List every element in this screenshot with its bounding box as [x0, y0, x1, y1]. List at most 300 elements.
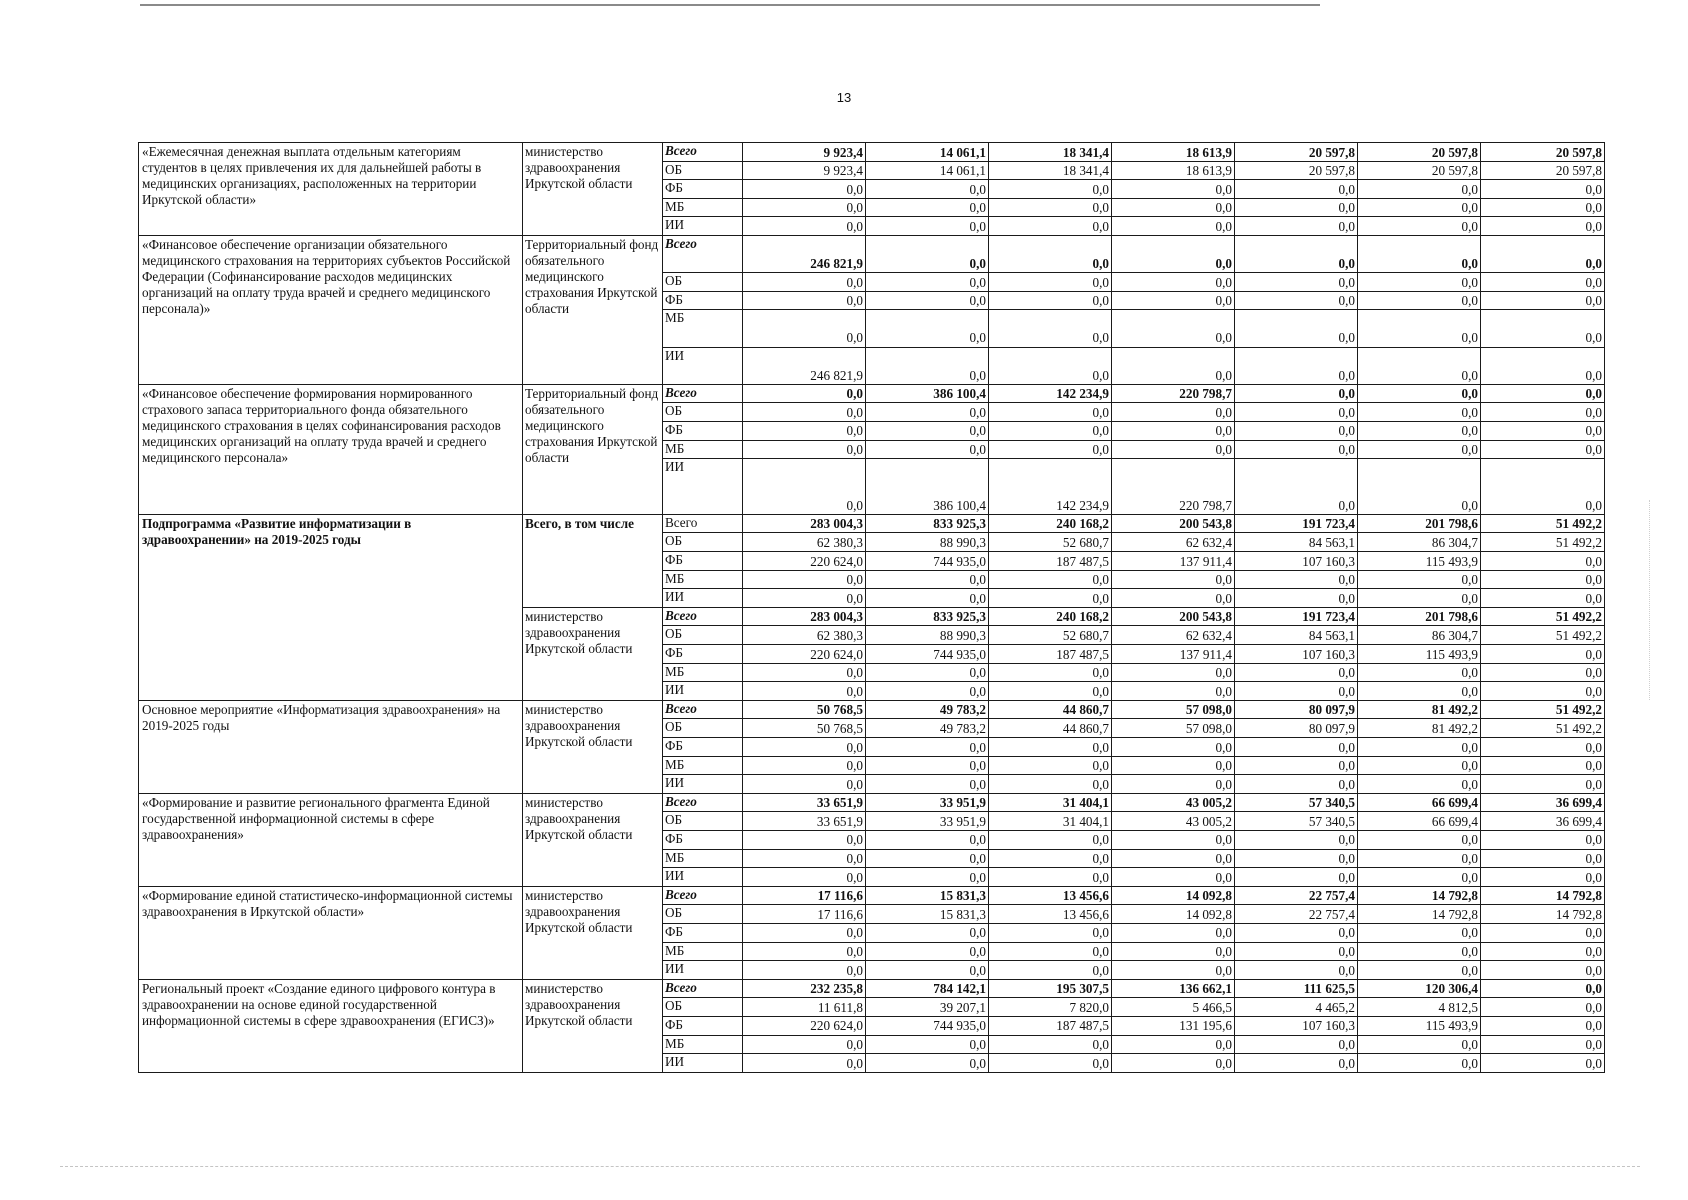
amount-cell: 14 792,8 — [1481, 905, 1605, 924]
responsible-executor: министерство здравоохранения Иркутской области — [523, 143, 663, 236]
table-body — [139, 143, 1605, 1073]
amount-cell: 15 831,3 — [866, 886, 989, 905]
funding-source: ОБ — [663, 626, 743, 645]
amount-cell: 36 699,4 — [1481, 793, 1605, 812]
amount-cell: 220 798,7 — [1112, 384, 1235, 403]
amount-cell: 14 092,8 — [1112, 886, 1235, 905]
measure-description: «Ежемесячная денежная выплата отдельным категориям студентов в целях привлечения их для дальнейшей работы в медицинских организациях, расположенных на территории Иркутской области» — [139, 143, 523, 236]
amount-cell: 0,0 — [989, 849, 1112, 868]
amount-cell: 142 234,9 — [989, 384, 1112, 403]
amount-cell: 9 923,4 — [743, 143, 866, 162]
amount-cell: 115 493,9 — [1358, 552, 1481, 571]
amount-cell: 0,0 — [1235, 1035, 1358, 1054]
amount-cell: 0,0 — [1235, 403, 1358, 422]
amount-cell: 0,0 — [1481, 663, 1605, 682]
amount-cell: 0,0 — [743, 849, 866, 868]
amount-cell: 0,0 — [1235, 421, 1358, 440]
amount-cell: 115 493,9 — [1358, 1016, 1481, 1035]
amount-cell: 0,0 — [1481, 440, 1605, 459]
amount-cell: 0,0 — [1481, 1054, 1605, 1073]
amount-cell: 62 380,3 — [743, 533, 866, 552]
amount-cell: 142 234,9 — [989, 459, 1112, 515]
amount-cell: 0,0 — [1358, 961, 1481, 980]
amount-cell: 0,0 — [1235, 291, 1358, 310]
funding-source: МБ — [663, 570, 743, 589]
amount-cell: 0,0 — [866, 849, 989, 868]
amount-cell: 0,0 — [1358, 310, 1481, 347]
amount-cell: 0,0 — [1112, 923, 1235, 942]
amount-cell: 14 792,8 — [1358, 886, 1481, 905]
amount-cell: 744 935,0 — [866, 1016, 989, 1035]
amount-cell: 0,0 — [1481, 756, 1605, 775]
amount-cell: 0,0 — [1358, 384, 1481, 403]
amount-cell: 0,0 — [866, 868, 989, 887]
table-row — [139, 384, 1605, 403]
funding-source: МБ — [663, 310, 743, 347]
amount-cell: 0,0 — [866, 570, 989, 589]
funding-source: МБ — [663, 849, 743, 868]
amount-cell: 7 820,0 — [989, 998, 1112, 1017]
amount-cell: 0,0 — [1112, 682, 1235, 701]
amount-cell: 0,0 — [866, 738, 989, 757]
amount-cell: 66 699,4 — [1358, 793, 1481, 812]
amount-cell: 0,0 — [989, 589, 1112, 608]
funding-source: МБ — [663, 440, 743, 459]
amount-cell: 50 768,5 — [743, 719, 866, 738]
amount-cell: 0,0 — [989, 440, 1112, 459]
amount-cell: 0,0 — [1112, 868, 1235, 887]
amount-cell: 0,0 — [1358, 589, 1481, 608]
table-row — [139, 886, 1605, 905]
amount-cell: 0,0 — [989, 421, 1112, 440]
funding-source: ФБ — [663, 923, 743, 942]
amount-cell: 57 340,5 — [1235, 812, 1358, 831]
amount-cell: 84 563,1 — [1235, 626, 1358, 645]
amount-cell: 0,0 — [866, 775, 989, 794]
amount-cell: 84 563,1 — [1235, 533, 1358, 552]
amount-cell: 0,0 — [1235, 440, 1358, 459]
amount-cell: 0,0 — [1112, 180, 1235, 199]
amount-cell: 43 005,2 — [1112, 793, 1235, 812]
funding-source: МБ — [663, 198, 743, 217]
amount-cell: 0,0 — [1235, 849, 1358, 868]
amount-cell: 0,0 — [989, 663, 1112, 682]
funding-source: ФБ — [663, 830, 743, 849]
amount-cell: 31 404,1 — [989, 812, 1112, 831]
funding-source: ФБ — [663, 291, 743, 310]
amount-cell: 86 304,7 — [1358, 533, 1481, 552]
amount-cell: 0,0 — [743, 589, 866, 608]
amount-cell: 0,0 — [1112, 738, 1235, 757]
amount-cell: 5 466,5 — [1112, 998, 1235, 1017]
top-rule — [140, 4, 1320, 6]
funding-source: ИИ — [663, 868, 743, 887]
amount-cell: 0,0 — [1358, 849, 1481, 868]
amount-cell: 14 092,8 — [1112, 905, 1235, 924]
amount-cell: 17 116,6 — [743, 905, 866, 924]
amount-cell: 0,0 — [1481, 961, 1605, 980]
amount-cell: 0,0 — [1235, 347, 1358, 384]
funding-source: Всего — [663, 700, 743, 719]
measure-description: «Финансовое обеспечение организации обязательного медицинского страхования на территориях субъектов Российской Федерации (Софинансирование расходов медицинских организаций на оплату труда врачей и среднего медицинского персонала)» — [139, 235, 523, 384]
amount-cell: 0,0 — [743, 273, 866, 292]
funding-source: ОБ — [663, 161, 743, 180]
amount-cell: 0,0 — [1481, 868, 1605, 887]
amount-cell: 0,0 — [1358, 459, 1481, 515]
amount-cell: 0,0 — [1112, 961, 1235, 980]
amount-cell: 283 004,3 — [743, 607, 866, 626]
page-number: 13 — [836, 90, 852, 105]
amount-cell: 0,0 — [1358, 421, 1481, 440]
amount-cell: 33 651,9 — [743, 793, 866, 812]
amount-cell: 0,0 — [1235, 830, 1358, 849]
amount-cell: 0,0 — [743, 775, 866, 794]
amount-cell: 0,0 — [1235, 1054, 1358, 1073]
amount-cell: 0,0 — [1112, 217, 1235, 236]
amount-cell: 0,0 — [1112, 756, 1235, 775]
amount-cell: 0,0 — [1358, 403, 1481, 422]
amount-cell: 0,0 — [743, 384, 866, 403]
amount-cell: 0,0 — [1481, 998, 1605, 1017]
amount-cell: 0,0 — [1358, 942, 1481, 961]
amount-cell: 51 492,2 — [1481, 626, 1605, 645]
amount-cell: 0,0 — [1112, 440, 1235, 459]
amount-cell: 0,0 — [1481, 738, 1605, 757]
amount-cell: 20 597,8 — [1358, 161, 1481, 180]
amount-cell: 240 168,2 — [989, 607, 1112, 626]
amount-cell: 833 925,3 — [866, 607, 989, 626]
amount-cell: 0,0 — [989, 1035, 1112, 1054]
funding-source: ОБ — [663, 533, 743, 552]
amount-cell: 36 699,4 — [1481, 812, 1605, 831]
amount-cell: 0,0 — [989, 403, 1112, 422]
amount-cell: 136 662,1 — [1112, 979, 1235, 998]
amount-cell: 0,0 — [743, 961, 866, 980]
amount-cell: 131 195,6 — [1112, 1016, 1235, 1035]
funding-source: ФБ — [663, 421, 743, 440]
amount-cell: 33 951,9 — [866, 812, 989, 831]
amount-cell: 57 340,5 — [1235, 793, 1358, 812]
footer-scan-noise — [60, 1166, 1640, 1167]
amount-cell: 0,0 — [743, 1054, 866, 1073]
amount-cell: 51 492,2 — [1481, 607, 1605, 626]
funding-source: МБ — [663, 756, 743, 775]
amount-cell: 15 831,3 — [866, 905, 989, 924]
amount-cell: 14 061,1 — [866, 143, 989, 162]
amount-cell: 115 493,9 — [1358, 645, 1481, 664]
amount-cell: 9 923,4 — [743, 161, 866, 180]
table-row — [139, 979, 1605, 998]
amount-cell: 0,0 — [989, 198, 1112, 217]
amount-cell: 0,0 — [1358, 198, 1481, 217]
measure-description: Подпрограмма «Развитие информатизации в здравоохранении» на 2019-2025 годы — [139, 514, 523, 700]
amount-cell: 14 061,1 — [866, 161, 989, 180]
amount-cell: 0,0 — [743, 868, 866, 887]
amount-cell: 0,0 — [1235, 198, 1358, 217]
amount-cell: 0,0 — [1481, 347, 1605, 384]
amount-cell: 86 304,7 — [1358, 626, 1481, 645]
amount-cell: 107 160,3 — [1235, 645, 1358, 664]
funding-source: ИИ — [663, 961, 743, 980]
amount-cell: 0,0 — [743, 663, 866, 682]
amount-cell: 0,0 — [1358, 570, 1481, 589]
amount-cell: 0,0 — [866, 1035, 989, 1054]
amount-cell: 18 613,9 — [1112, 143, 1235, 162]
measure-description: «Формирование и развитие регионального фрагмента Единой государственной информационной системы в сфере здравоохранения» — [139, 793, 523, 886]
amount-cell: 39 207,1 — [866, 998, 989, 1017]
amount-cell: 0,0 — [1358, 347, 1481, 384]
amount-cell: 0,0 — [1112, 421, 1235, 440]
amount-cell: 20 597,8 — [1235, 161, 1358, 180]
amount-cell: 246 821,9 — [743, 347, 866, 384]
amount-cell: 0,0 — [743, 310, 866, 347]
amount-cell: 51 492,2 — [1481, 533, 1605, 552]
amount-cell: 0,0 — [989, 868, 1112, 887]
amount-cell: 0,0 — [989, 570, 1112, 589]
amount-cell: 0,0 — [1235, 942, 1358, 961]
amount-cell: 0,0 — [989, 291, 1112, 310]
margin-scan-noise — [1649, 500, 1670, 700]
amount-cell: 0,0 — [743, 198, 866, 217]
amount-cell: 744 935,0 — [866, 552, 989, 571]
amount-cell: 0,0 — [1481, 291, 1605, 310]
amount-cell: 0,0 — [743, 440, 866, 459]
amount-cell: 0,0 — [1358, 273, 1481, 292]
amount-cell: 0,0 — [1112, 291, 1235, 310]
amount-cell: 0,0 — [1112, 1035, 1235, 1054]
amount-cell: 57 098,0 — [1112, 700, 1235, 719]
amount-cell: 0,0 — [989, 923, 1112, 942]
amount-cell: 0,0 — [1235, 570, 1358, 589]
amount-cell: 0,0 — [1235, 589, 1358, 608]
amount-cell: 22 757,4 — [1235, 905, 1358, 924]
amount-cell: 0,0 — [1235, 217, 1358, 236]
amount-cell: 0,0 — [1481, 830, 1605, 849]
amount-cell: 4 465,2 — [1235, 998, 1358, 1017]
amount-cell: 0,0 — [1112, 775, 1235, 794]
amount-cell: 18 341,4 — [989, 161, 1112, 180]
amount-cell: 18 341,4 — [989, 143, 1112, 162]
amount-cell: 0,0 — [866, 180, 989, 199]
responsible-executor: министерство здравоохранения Иркутской области — [523, 886, 663, 979]
amount-cell: 0,0 — [1235, 235, 1358, 272]
funding-source: МБ — [663, 1035, 743, 1054]
amount-cell: 0,0 — [989, 347, 1112, 384]
amount-cell: 0,0 — [1112, 570, 1235, 589]
amount-cell: 0,0 — [866, 923, 989, 942]
amount-cell: 0,0 — [1235, 923, 1358, 942]
amount-cell: 0,0 — [989, 682, 1112, 701]
amount-cell: 20 597,8 — [1358, 143, 1481, 162]
amount-cell: 17 116,6 — [743, 886, 866, 905]
amount-cell: 0,0 — [1235, 384, 1358, 403]
amount-cell: 0,0 — [1481, 1035, 1605, 1054]
amount-cell: 0,0 — [1112, 663, 1235, 682]
funding-source: ФБ — [663, 180, 743, 199]
amount-cell: 0,0 — [989, 756, 1112, 775]
amount-cell: 0,0 — [743, 682, 866, 701]
amount-cell: 0,0 — [1358, 440, 1481, 459]
amount-cell: 0,0 — [1358, 1035, 1481, 1054]
amount-cell: 0,0 — [1358, 1054, 1481, 1073]
amount-cell: 0,0 — [989, 830, 1112, 849]
amount-cell: 0,0 — [1235, 310, 1358, 347]
responsible-executor: министерство здравоохранения Иркутской области — [523, 793, 663, 886]
funding-source: ОБ — [663, 998, 743, 1017]
amount-cell: 20 597,8 — [1481, 143, 1605, 162]
amount-cell: 220 798,7 — [1112, 459, 1235, 515]
measure-description: Основное мероприятие «Информатизация здравоохранения» на 2019-2025 годы — [139, 700, 523, 793]
table-row — [139, 514, 1605, 533]
amount-cell: 0,0 — [1235, 682, 1358, 701]
amount-cell: 0,0 — [1358, 830, 1481, 849]
amount-cell: 240 168,2 — [989, 514, 1112, 533]
amount-cell: 0,0 — [1481, 552, 1605, 571]
amount-cell: 0,0 — [1235, 775, 1358, 794]
amount-cell: 0,0 — [866, 198, 989, 217]
amount-cell: 0,0 — [866, 682, 989, 701]
amount-cell: 80 097,9 — [1235, 719, 1358, 738]
amount-cell: 191 723,4 — [1235, 607, 1358, 626]
funding-source: ФБ — [663, 1016, 743, 1035]
amount-cell: 11 611,8 — [743, 998, 866, 1017]
amount-cell: 0,0 — [1481, 589, 1605, 608]
amount-cell: 49 783,2 — [866, 700, 989, 719]
measure-description: «Финансовое обеспечение формирования нормированного страхового запаса территориального фонда обязательного медицинского страхования в целях софинансирования расходов медицинских организаций на оплату труда врачей и среднего медицинского персонала» — [139, 384, 523, 514]
amount-cell: 31 404,1 — [989, 793, 1112, 812]
amount-cell: 0,0 — [1235, 961, 1358, 980]
funding-source: ФБ — [663, 738, 743, 757]
funding-source: Всего — [663, 235, 743, 272]
amount-cell: 137 911,4 — [1112, 645, 1235, 664]
amount-cell: 0,0 — [1358, 756, 1481, 775]
responsible-executor: Всего, в том числе — [523, 514, 663, 607]
amount-cell: 0,0 — [1481, 570, 1605, 589]
amount-cell: 201 798,6 — [1358, 607, 1481, 626]
table-row — [139, 143, 1605, 162]
amount-cell: 0,0 — [1112, 273, 1235, 292]
amount-cell: 33 951,9 — [866, 793, 989, 812]
amount-cell: 0,0 — [1481, 775, 1605, 794]
amount-cell: 0,0 — [1481, 645, 1605, 664]
amount-cell: 0,0 — [866, 217, 989, 236]
amount-cell: 201 798,6 — [1358, 514, 1481, 533]
amount-cell: 0,0 — [1481, 384, 1605, 403]
amount-cell: 4 812,5 — [1358, 998, 1481, 1017]
amount-cell: 0,0 — [1358, 682, 1481, 701]
amount-cell: 0,0 — [743, 942, 866, 961]
amount-cell: 0,0 — [989, 961, 1112, 980]
amount-cell: 0,0 — [1358, 663, 1481, 682]
amount-cell: 0,0 — [1358, 775, 1481, 794]
amount-cell: 81 492,2 — [1358, 719, 1481, 738]
amount-cell: 220 624,0 — [743, 552, 866, 571]
amount-cell: 13 456,6 — [989, 905, 1112, 924]
amount-cell: 0,0 — [1235, 756, 1358, 775]
amount-cell: 62 380,3 — [743, 626, 866, 645]
amount-cell: 0,0 — [989, 180, 1112, 199]
responsible-executor: министерство здравоохранения Иркутской области — [523, 607, 663, 700]
amount-cell: 784 142,1 — [866, 979, 989, 998]
amount-cell: 0,0 — [1358, 868, 1481, 887]
amount-cell: 0,0 — [989, 273, 1112, 292]
amount-cell: 0,0 — [1112, 347, 1235, 384]
amount-cell: 0,0 — [866, 589, 989, 608]
amount-cell: 0,0 — [1481, 310, 1605, 347]
amount-cell: 0,0 — [1481, 923, 1605, 942]
amount-cell: 0,0 — [1112, 942, 1235, 961]
amount-cell: 0,0 — [989, 942, 1112, 961]
amount-cell: 200 543,8 — [1112, 607, 1235, 626]
amount-cell: 0,0 — [743, 217, 866, 236]
amount-cell: 0,0 — [866, 756, 989, 775]
funding-source: ИИ — [663, 589, 743, 608]
amount-cell: 62 632,4 — [1112, 626, 1235, 645]
amount-cell: 195 307,5 — [989, 979, 1112, 998]
amount-cell: 187 487,5 — [989, 645, 1112, 664]
funding-source: ИИ — [663, 347, 743, 384]
amount-cell: 0,0 — [1235, 738, 1358, 757]
amount-cell: 833 925,3 — [866, 514, 989, 533]
amount-cell: 0,0 — [866, 942, 989, 961]
amount-cell: 0,0 — [1358, 235, 1481, 272]
amount-cell: 14 792,8 — [1481, 886, 1605, 905]
amount-cell: 0,0 — [1358, 923, 1481, 942]
amount-cell: 187 487,5 — [989, 1016, 1112, 1035]
funding-source: ИИ — [663, 217, 743, 236]
amount-cell: 386 100,4 — [866, 384, 989, 403]
amount-cell: 191 723,4 — [1235, 514, 1358, 533]
amount-cell: 107 160,3 — [1235, 552, 1358, 571]
amount-cell: 44 860,7 — [989, 719, 1112, 738]
amount-cell: 0,0 — [1358, 291, 1481, 310]
amount-cell: 220 624,0 — [743, 1016, 866, 1035]
responsible-executor: министерство здравоохранения Иркутской области — [523, 979, 663, 1072]
funding-source: ФБ — [663, 645, 743, 664]
amount-cell: 0,0 — [1481, 459, 1605, 515]
amount-cell: 187 487,5 — [989, 552, 1112, 571]
amount-cell: 0,0 — [743, 1035, 866, 1054]
amount-cell: 80 097,9 — [1235, 700, 1358, 719]
responsible-executor: Территориальный фонд обязательного медицинского страхования Иркутской области — [523, 235, 663, 384]
funding-source: Всего — [663, 886, 743, 905]
amount-cell: 0,0 — [1481, 180, 1605, 199]
amount-cell: 0,0 — [1112, 589, 1235, 608]
amount-cell: 246 821,9 — [743, 235, 866, 272]
amount-cell: 14 792,8 — [1358, 905, 1481, 924]
amount-cell: 0,0 — [1112, 830, 1235, 849]
amount-cell: 0,0 — [866, 421, 989, 440]
amount-cell: 0,0 — [866, 663, 989, 682]
amount-cell: 20 597,8 — [1481, 161, 1605, 180]
amount-cell: 52 680,7 — [989, 626, 1112, 645]
amount-cell: 0,0 — [1235, 273, 1358, 292]
amount-cell: 33 651,9 — [743, 812, 866, 831]
amount-cell: 0,0 — [1112, 1054, 1235, 1073]
funding-source: ФБ — [663, 552, 743, 571]
amount-cell: 0,0 — [743, 738, 866, 757]
amount-cell: 0,0 — [866, 403, 989, 422]
responsible-executor: Территориальный фонд обязательного медицинского страхования Иркутской области — [523, 384, 663, 514]
amount-cell: 52 680,7 — [989, 533, 1112, 552]
funding-source: Всего — [663, 793, 743, 812]
funding-source: ИИ — [663, 1054, 743, 1073]
amount-cell: 0,0 — [1358, 738, 1481, 757]
funding-source: ИИ — [663, 682, 743, 701]
measure-description: Региональный проект «Создание единого цифрового контура в здравоохранении на основе единой государственной информационной системы в сфере здравоохранения (ЕГИСЗ)» — [139, 979, 523, 1072]
amount-cell: 0,0 — [989, 1054, 1112, 1073]
amount-cell: 44 860,7 — [989, 700, 1112, 719]
